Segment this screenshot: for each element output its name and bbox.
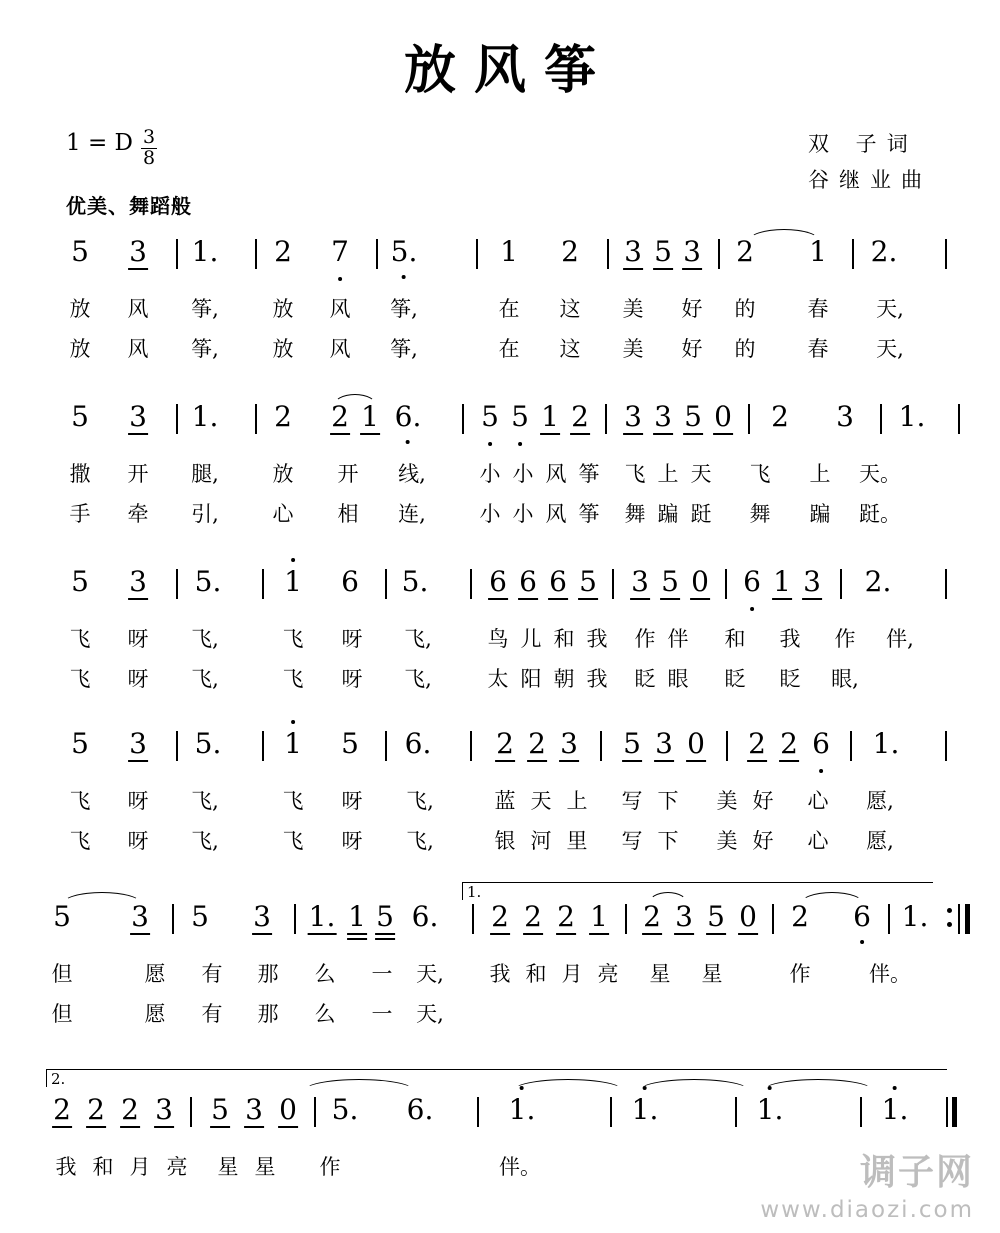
lyric: 呀 xyxy=(341,627,363,651)
lyric-row-1 xyxy=(0,958,1000,998)
lyric: 手 xyxy=(69,502,91,526)
note: 5 xyxy=(481,400,499,433)
lyric: 朝 xyxy=(553,667,575,691)
lyric: 作 xyxy=(634,627,656,651)
lyric: 一 xyxy=(371,1002,393,1026)
lyric: 天, xyxy=(416,1002,444,1026)
lyric: 放 xyxy=(69,337,91,361)
lyric: 飞, xyxy=(191,829,219,853)
note-row xyxy=(0,235,1000,281)
lyric: 天。 xyxy=(859,462,901,486)
composer-name: 谷继业 xyxy=(808,168,901,192)
note: 5 xyxy=(71,565,89,598)
note: 2 xyxy=(491,900,509,933)
lyric: 心 xyxy=(807,789,829,813)
note-row xyxy=(0,727,1000,773)
lyric: 筝, xyxy=(191,337,219,361)
note: 2 xyxy=(748,727,766,760)
lyric: 腿, xyxy=(191,462,219,486)
note: 2 xyxy=(87,1093,105,1126)
note: 5 xyxy=(341,727,359,760)
lyricist-role: 词 xyxy=(886,132,908,156)
lyric: 下 xyxy=(657,829,679,853)
lyric: 小 xyxy=(479,462,501,486)
lyric: 春 xyxy=(807,337,829,361)
lyric: 上 xyxy=(566,789,588,813)
lyric: 心 xyxy=(272,502,294,526)
note: 2 xyxy=(524,900,542,933)
lyric: 阳 xyxy=(520,667,542,691)
lyric: 天, xyxy=(876,337,904,361)
lyric: 风 xyxy=(127,297,149,321)
lyric: 筝, xyxy=(390,297,418,321)
lyric: 天 xyxy=(530,789,552,813)
note: 5. xyxy=(331,1093,359,1126)
lyric: 作 xyxy=(319,1155,341,1179)
note: 6 xyxy=(812,727,830,760)
lyric-row-2 xyxy=(0,998,1000,1038)
note-row xyxy=(0,900,1000,946)
note: 2 xyxy=(274,235,292,268)
lyric: 小 xyxy=(512,462,534,486)
lyric: 飞, xyxy=(191,667,219,691)
lyric: 月 xyxy=(561,962,583,986)
lyric: 河 xyxy=(530,829,552,853)
lyric: 太 xyxy=(487,667,509,691)
lyric: 蹁 xyxy=(809,502,831,526)
lyric: 呀 xyxy=(127,627,149,651)
page-title: 放风筝 xyxy=(403,40,614,101)
music-system-5 xyxy=(0,883,1000,1026)
note: 3 xyxy=(803,565,821,598)
lyric: 飞 xyxy=(69,627,91,651)
lyric: 线, xyxy=(398,462,426,486)
lyric: 呀 xyxy=(127,667,149,691)
lyric: 么 xyxy=(314,1002,336,1026)
lyric: 风 xyxy=(329,297,351,321)
lyric: 鸟 xyxy=(487,627,509,651)
note-row xyxy=(0,565,1000,611)
lyric: 飞, xyxy=(406,789,434,813)
lyric: 星 xyxy=(701,962,723,986)
key-signature xyxy=(66,126,157,171)
lyric: 儿 xyxy=(520,627,542,651)
note: 3 xyxy=(675,900,693,933)
lyric: 伴 xyxy=(667,627,689,651)
lyric: 伴。 xyxy=(869,962,911,986)
lyric: 在 xyxy=(498,337,520,361)
lyric: 筝, xyxy=(191,297,219,321)
note: 1 xyxy=(348,900,366,933)
note: 5 xyxy=(71,727,89,760)
lyric: 筝, xyxy=(390,337,418,361)
lyric: 我 xyxy=(55,1155,77,1179)
repeat-dots xyxy=(947,908,952,936)
note: 5 xyxy=(654,235,672,268)
note: 5 xyxy=(191,900,209,933)
note: 3 xyxy=(129,400,147,433)
note: 2 xyxy=(571,400,589,433)
lyric: 和 xyxy=(553,627,575,651)
note: 1 xyxy=(809,235,827,268)
note: 5 xyxy=(684,400,702,433)
tempo-marking: 优美、舞蹈般 xyxy=(66,194,192,218)
lyric: 作 xyxy=(834,627,856,651)
lyric: 跹。 xyxy=(859,502,901,526)
lyric: 天 xyxy=(690,462,712,486)
note: 6. xyxy=(394,400,422,433)
note: 5 xyxy=(707,900,725,933)
lyric: 飞, xyxy=(404,627,432,651)
time-signature-numerator: 3 xyxy=(142,126,156,148)
note: 3 xyxy=(129,565,147,598)
note: 2 xyxy=(780,727,798,760)
note: 2 xyxy=(121,1093,139,1126)
lyric: 眨 xyxy=(724,667,746,691)
lyric: 开 xyxy=(337,462,359,486)
lyric: 眼 xyxy=(667,667,689,691)
note: 1. xyxy=(898,400,926,433)
music-system-3 xyxy=(0,565,1000,691)
lyric: 飞 xyxy=(282,789,304,813)
music-system-1 xyxy=(0,235,1000,361)
lyric: 我 xyxy=(489,962,511,986)
lyric: 我 xyxy=(586,667,608,691)
lyric-row-2 xyxy=(0,498,1000,538)
lyric: 伴。 xyxy=(499,1155,541,1179)
lyric: 写 xyxy=(621,789,643,813)
note: 3 xyxy=(654,400,672,433)
lyric: 牵 xyxy=(127,502,149,526)
note: 1 xyxy=(284,727,302,760)
note: 1 xyxy=(500,235,518,268)
lyric: 呀 xyxy=(341,789,363,813)
lyric-row-2 xyxy=(0,663,1000,703)
lyric: 愿 xyxy=(144,962,166,986)
note: 2 xyxy=(771,400,789,433)
note: 1. xyxy=(901,900,929,933)
lyric: 小 xyxy=(512,502,534,526)
note-row xyxy=(0,400,1000,446)
lyric: 亮 xyxy=(597,962,619,986)
lyric: 舞 xyxy=(624,502,646,526)
lyric: 和 xyxy=(724,627,746,651)
lyric-row-1 xyxy=(0,293,1000,333)
lyric: 蹁 xyxy=(657,502,679,526)
note: 3 xyxy=(624,400,642,433)
lyric: 飞, xyxy=(191,789,219,813)
lyric: 么 xyxy=(314,962,336,986)
note: 1 xyxy=(284,565,302,598)
note: 2 xyxy=(643,900,661,933)
lyric: 风 xyxy=(545,462,567,486)
lyric: 好 xyxy=(752,829,774,853)
lyricist-name: 双 子 xyxy=(808,132,887,156)
note: 1. xyxy=(308,900,336,933)
note: 3 xyxy=(683,235,701,268)
note: 0 xyxy=(691,565,709,598)
lyric: 相 xyxy=(337,502,359,526)
note: 3 xyxy=(245,1093,263,1126)
note: 2 xyxy=(557,900,575,933)
lyric: 引, xyxy=(191,502,219,526)
lyric: 飞 xyxy=(282,829,304,853)
note: 1 xyxy=(773,565,791,598)
note: 3 xyxy=(624,235,642,268)
note: 1. xyxy=(631,1093,659,1126)
watermark-site-name: 调子网 xyxy=(859,1152,974,1193)
note: 5. xyxy=(194,565,222,598)
lyric: 眨 xyxy=(779,667,801,691)
lyric: 星 xyxy=(649,962,671,986)
note: 3 xyxy=(129,235,147,268)
lyric: 眼, xyxy=(831,667,859,691)
note: 2 xyxy=(736,235,754,268)
lyric: 我 xyxy=(779,627,801,651)
lyric: 飞 xyxy=(282,667,304,691)
lyric: 美 xyxy=(716,789,738,813)
note: 2. xyxy=(864,565,892,598)
lyric: 小 xyxy=(479,502,501,526)
lyric: 美 xyxy=(622,337,644,361)
lyric: 美 xyxy=(716,829,738,853)
lyric: 那 xyxy=(257,1002,279,1026)
lyric: 那 xyxy=(257,962,279,986)
note: 1 xyxy=(541,400,559,433)
lyric: 星 xyxy=(254,1155,276,1179)
lyric: 这 xyxy=(559,297,581,321)
note: 5 xyxy=(623,727,641,760)
lyric: 亮 xyxy=(166,1155,188,1179)
lyricist-credit xyxy=(808,126,922,162)
lyric: 愿 xyxy=(144,1002,166,1026)
lyric: 有 xyxy=(201,962,223,986)
note: 2 xyxy=(496,727,514,760)
lyric: 我 xyxy=(586,627,608,651)
lyric: 和 xyxy=(525,962,547,986)
note: 6 xyxy=(549,565,567,598)
lyric: 一 xyxy=(371,962,393,986)
note: 2 xyxy=(274,400,292,433)
time-signature xyxy=(141,128,157,169)
note-row xyxy=(0,1093,1000,1139)
lyric: 的 xyxy=(734,337,756,361)
lyric: 呀 xyxy=(341,829,363,853)
lyric: 愿, xyxy=(866,789,894,813)
note: 1. xyxy=(508,1093,536,1126)
lyric: 里 xyxy=(566,829,588,853)
lyric: 飞, xyxy=(406,829,434,853)
lyric-row-2 xyxy=(0,825,1000,865)
lyric: 伴, xyxy=(886,627,914,651)
note: 5 xyxy=(511,400,529,433)
lyric: 开 xyxy=(127,462,149,486)
note: 2 xyxy=(528,727,546,760)
lyric: 放 xyxy=(272,337,294,361)
lyric: 月 xyxy=(129,1155,151,1179)
lyric: 筝 xyxy=(578,502,600,526)
note: 6 xyxy=(853,900,871,933)
lyric: 愿, xyxy=(866,829,894,853)
note: 5 xyxy=(376,900,394,933)
note: 3 xyxy=(631,565,649,598)
lyric: 的 xyxy=(734,297,756,321)
lyric: 舞 xyxy=(749,502,771,526)
time-signature-denominator: 8 xyxy=(142,146,156,169)
lyric: 撒 xyxy=(69,462,91,486)
note: 3 xyxy=(155,1093,173,1126)
composer-credit xyxy=(808,162,922,198)
lyric-row-1 xyxy=(0,458,1000,498)
lyric-row-1 xyxy=(0,785,1000,825)
ending-label: 1. xyxy=(467,883,482,901)
lyric: 飞, xyxy=(191,627,219,651)
note: 0 xyxy=(714,400,732,433)
lyric: 放 xyxy=(69,297,91,321)
note: 5 xyxy=(71,235,89,268)
lyric: 连, xyxy=(398,502,426,526)
lyric: 春 xyxy=(807,297,829,321)
note: 5 xyxy=(71,400,89,433)
lyric: 银 xyxy=(494,829,516,853)
note: 5. xyxy=(390,235,418,268)
lyric: 飞 xyxy=(69,829,91,853)
note: 2 xyxy=(561,235,579,268)
note: 5. xyxy=(401,565,429,598)
lyric: 风 xyxy=(329,337,351,361)
ending-label: 2. xyxy=(51,1070,66,1088)
note: 3 xyxy=(655,727,673,760)
note: 6 xyxy=(341,565,359,598)
note: 3 xyxy=(253,900,271,933)
note: 2 xyxy=(53,1093,71,1126)
lyric: 飞 xyxy=(749,462,771,486)
note: 1. xyxy=(881,1093,909,1126)
note: 0 xyxy=(739,900,757,933)
lyric: 天, xyxy=(876,297,904,321)
lyric: 呀 xyxy=(127,829,149,853)
lyric: 作 xyxy=(789,962,811,986)
note: 6. xyxy=(411,900,439,933)
lyric: 飞 xyxy=(69,789,91,813)
lyric: 眨 xyxy=(634,667,656,691)
note: 5 xyxy=(579,565,597,598)
key-signature-text: 1 = D xyxy=(66,130,133,156)
music-system-4 xyxy=(0,727,1000,853)
lyric-row-2 xyxy=(0,333,1000,373)
watermark xyxy=(760,1144,974,1223)
lyric: 好 xyxy=(681,297,703,321)
lyric: 好 xyxy=(681,337,703,361)
note: 2 xyxy=(791,900,809,933)
lyric: 放 xyxy=(272,462,294,486)
note: 6. xyxy=(406,1093,434,1126)
watermark-url: www.diaozi.com xyxy=(760,1197,974,1223)
lyric: 好 xyxy=(752,789,774,813)
note: 1. xyxy=(191,400,219,433)
lyric: 天, xyxy=(416,962,444,986)
note: 3 xyxy=(129,727,147,760)
note: 3 xyxy=(131,900,149,933)
note: 6 xyxy=(743,565,761,598)
lyric-row-1 xyxy=(0,623,1000,663)
lyric: 风 xyxy=(545,502,567,526)
note: 5 xyxy=(211,1093,229,1126)
lyric: 上 xyxy=(657,462,679,486)
lyric: 美 xyxy=(622,297,644,321)
music-system-2 xyxy=(0,400,1000,526)
note: 0 xyxy=(279,1093,297,1126)
note: 6 xyxy=(519,565,537,598)
first-ending-bracket xyxy=(462,882,933,900)
lyric: 呀 xyxy=(341,667,363,691)
note: 1. xyxy=(756,1093,784,1126)
note: 1 xyxy=(361,400,379,433)
note: 1. xyxy=(872,727,900,760)
lyric: 飞, xyxy=(404,667,432,691)
lyric: 风 xyxy=(127,337,149,361)
lyric: 飞 xyxy=(282,627,304,651)
note: 5 xyxy=(53,900,71,933)
lyric: 呀 xyxy=(127,789,149,813)
note: 1. xyxy=(191,235,219,268)
lyric: 上 xyxy=(809,462,831,486)
note: 5 xyxy=(661,565,679,598)
lyric: 飞 xyxy=(624,462,646,486)
lyric: 在 xyxy=(498,297,520,321)
lyric: 但 xyxy=(51,1002,73,1026)
lyric: 飞 xyxy=(69,667,91,691)
note: 2 xyxy=(331,400,349,433)
note: 1 xyxy=(590,900,608,933)
lyric: 写 xyxy=(621,829,643,853)
note: 3 xyxy=(560,727,578,760)
lyric: 筝 xyxy=(578,462,600,486)
note: 6 xyxy=(489,565,507,598)
note: 0 xyxy=(687,727,705,760)
lyric: 跹 xyxy=(690,502,712,526)
lyric: 蓝 xyxy=(494,789,516,813)
lyric: 有 xyxy=(201,1002,223,1026)
lyric: 这 xyxy=(559,337,581,361)
lyric: 下 xyxy=(657,789,679,813)
note: 3 xyxy=(836,400,854,433)
lyric: 星 xyxy=(217,1155,239,1179)
note: 5. xyxy=(194,727,222,760)
lyric: 心 xyxy=(807,829,829,853)
composer-role: 曲 xyxy=(901,168,922,192)
lyric: 和 xyxy=(92,1155,114,1179)
note: 6. xyxy=(404,727,432,760)
lyric: 但 xyxy=(51,962,73,986)
note: 2. xyxy=(870,235,898,268)
credits xyxy=(808,126,922,198)
note: 7 xyxy=(331,235,349,268)
lyric: 放 xyxy=(272,297,294,321)
